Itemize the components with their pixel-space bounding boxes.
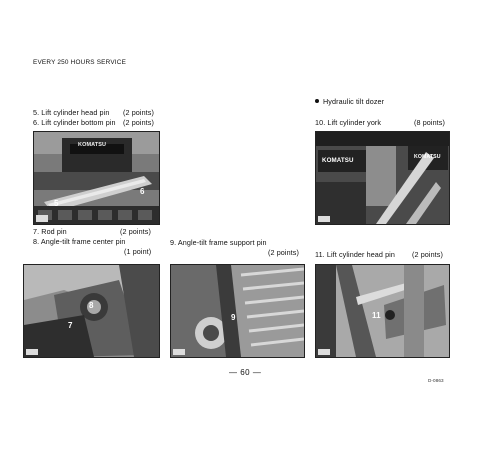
item-10-label: 10. Lift cylinder york [315, 118, 382, 127]
photo-brand-label-2: KOMATSU [414, 154, 441, 160]
item-7-label: 7. Rod pin [33, 227, 67, 236]
photo-lift-cylinder-york [315, 131, 450, 225]
callout-5: 5 [54, 199, 59, 208]
item-10-points: (8 points) [414, 118, 445, 127]
item-6-label: 6. Lift cylinder bottom pin [33, 118, 116, 127]
item-9-points: (2 points) [268, 248, 299, 257]
photo-head-pin [315, 264, 450, 358]
callout-7: 7 [68, 321, 73, 330]
callout-8: 8 [89, 301, 94, 310]
callout-11: 11 [372, 311, 381, 320]
bullet-icon [315, 99, 319, 103]
item-5-label: 5. Lift cylinder head pin [33, 108, 110, 117]
photo-frame-support-pin [170, 264, 305, 358]
item-7-points: (2 points) [120, 227, 151, 236]
photo-lift-cylinder [33, 131, 160, 225]
item-5-points: (2 points) [123, 108, 154, 117]
item-8-label: 8. Angle-tilt frame center pin [33, 237, 126, 246]
page-header: EVERY 250 HOURS SERVICE [33, 59, 127, 66]
photo-brand-label-1: KOMATSU [322, 157, 354, 164]
section-heading-text: Hydraulic tilt dozer [323, 97, 385, 106]
photo-rod-pin [23, 264, 160, 358]
item-11-points: (2 points) [412, 250, 443, 259]
section-heading [315, 97, 384, 106]
page-number: — 60 — [229, 368, 262, 377]
item-8-points: (1 point) [124, 247, 152, 256]
document-code: D-0863 [428, 378, 444, 383]
callout-9: 9 [231, 313, 236, 322]
item-9-label: 9. Angle-tilt frame support pin [170, 238, 267, 247]
callout-6: 6 [140, 187, 145, 196]
item-6-points: (2 points) [123, 118, 154, 127]
photo-brand-label: KOMATSU [78, 142, 107, 148]
item-11-label: 11. Lift cylinder head pin [315, 250, 395, 259]
